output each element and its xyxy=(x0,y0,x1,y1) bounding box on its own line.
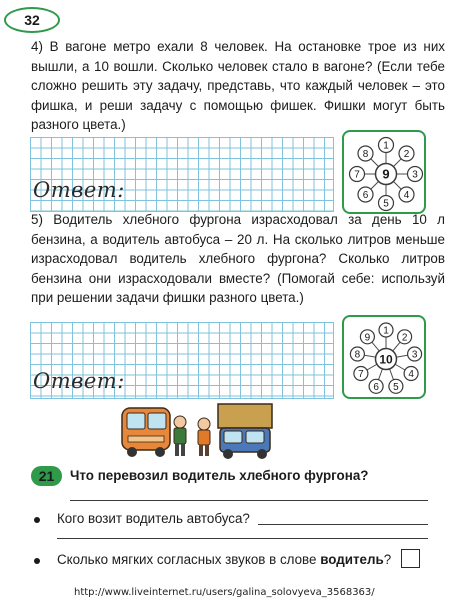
counting-wheel-graphic xyxy=(344,132,428,216)
page-number-badge xyxy=(4,7,60,33)
bullet-dot xyxy=(34,558,40,564)
counting-wheel-graphic xyxy=(344,317,428,401)
source-url: http://www.liveinternet.ru/users/galina_solovyeva_3568363/ xyxy=(74,587,375,598)
task-21-number-badge xyxy=(31,466,62,486)
task-5-text: 5) Водитель хлебного фургона израсходовал за день 10 л бензина, а водитель автобуса – 20 л. На сколько литров меньше израсходовал водитель хлебного фургона? Сколько литров бензина они израсходовали вместе? (Помогай себе: используй при решении задачи фишки разного цвета.) xyxy=(31,212,445,305)
wheel-number: 4 xyxy=(403,190,410,201)
page-number: 32 xyxy=(24,12,40,28)
wheel-number: 1 xyxy=(383,140,389,152)
boy-figure-left xyxy=(174,416,186,456)
question-soft-consonants-suffix: ? xyxy=(383,552,392,567)
question-keyword: водитель xyxy=(320,552,384,567)
question-bread-van: Что перевозил водитель хлебного фургона? xyxy=(70,468,369,483)
wheel-number: 3 xyxy=(412,169,418,181)
wheel-number: 6 xyxy=(373,381,379,393)
task-4-answer-label: Ответ: xyxy=(33,178,125,202)
wheel-number: 8 xyxy=(362,149,369,160)
wheel-center-number: 9 xyxy=(382,166,390,182)
wheel-number: 7 xyxy=(358,369,364,380)
wheel-number: 8 xyxy=(354,349,361,361)
truck-picture xyxy=(218,404,272,459)
task-4-counting-wheel xyxy=(342,130,426,214)
wheel-number: 2 xyxy=(401,332,408,344)
wheel-number: 6 xyxy=(362,190,369,201)
answer-line-bus-driver[interactable] xyxy=(258,524,428,525)
wheel-number: 5 xyxy=(393,381,399,393)
soft-consonants-answer-box[interactable] xyxy=(401,549,420,568)
task-4-text: 4) В вагоне метро ехали 8 человек. На остановке трое из них вышли, а 10 вошли. Сколько человек стало в вагоне? (Если тебе сложно решить эту задачу, представь, что каждый человек – это фишка, и реши задачу с помощью фишек. Фишки могут быть разного цвета.) xyxy=(31,39,445,132)
bullet-dot xyxy=(34,517,40,523)
wheel-number: 9 xyxy=(364,332,371,344)
wheel-number: 4 xyxy=(408,369,414,380)
task-5-counting-wheel xyxy=(342,315,426,399)
wheel-number: 1 xyxy=(383,325,389,337)
boy-figure-right xyxy=(198,418,210,456)
task-21-number: 21 xyxy=(38,468,55,484)
wheel-number: 3 xyxy=(411,349,418,361)
answer-line-bread-van[interactable] xyxy=(70,500,428,501)
wheel-number: 7 xyxy=(354,169,360,181)
bus-and-truck-illustration xyxy=(120,400,276,462)
bus-picture xyxy=(122,408,170,457)
wheel-center-number: 10 xyxy=(379,352,393,367)
question-soft-consonants xyxy=(57,552,391,567)
answer-line-bus-driver-continued[interactable] xyxy=(57,538,428,539)
wheel-number: 2 xyxy=(403,149,410,160)
task-5-answer-label: Ответ: xyxy=(33,369,125,393)
question-soft-consonants-prefix: Сколько мягких согласных звуков в слове xyxy=(57,552,321,567)
wheel-number: 5 xyxy=(383,198,389,210)
question-bus-driver: Кого возит водитель автобуса? xyxy=(57,511,250,526)
